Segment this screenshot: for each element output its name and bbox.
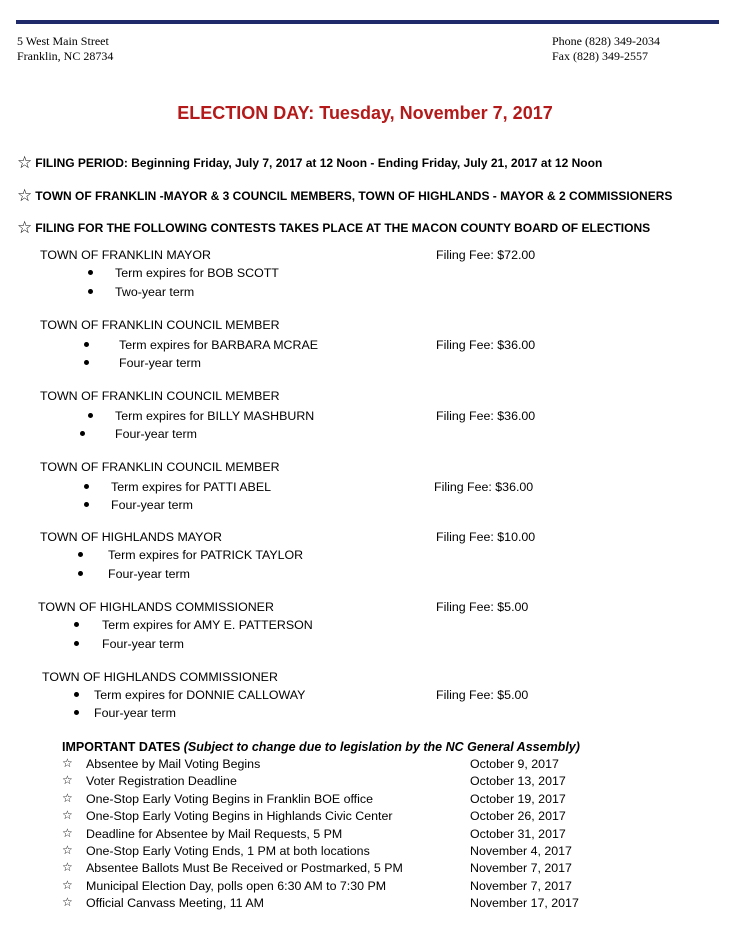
term-length: Four-year term (102, 637, 184, 651)
bullet-icon (74, 692, 79, 697)
contest-office: TOWN OF HIGHLANDS COMMISSIONER (42, 670, 278, 684)
term-length: Four-year term (108, 567, 190, 581)
star-line-text: TOWN OF FRANKLIN -MAYOR & 3 COUNCIL MEMBERS, TOWN OF HIGHLANDS - MAYOR & 2 COMMISSIONERS (35, 189, 673, 203)
star-icon: ☆ (17, 153, 33, 172)
date-row (62, 861, 622, 878)
important-dates-note: (Subject to change due to legislation by the NC General Assembly) (183, 740, 580, 754)
list-item (84, 356, 201, 370)
term-length: Two-year term (115, 285, 195, 299)
list-item (88, 409, 314, 423)
date-label: One-Stop Early Voting Ends, 1 PM at both locations (86, 843, 370, 858)
star-line-offices (17, 186, 672, 206)
date-value: November 4, 2017 (470, 843, 572, 858)
bullet-icon (84, 360, 89, 365)
filing-fee: Filing Fee: $10.00 (436, 530, 536, 544)
contest-office: TOWN OF FRANKLIN COUNCIL MEMBER (40, 389, 280, 403)
filing-fee: Filing Fee: $72.00 (436, 248, 536, 262)
list-item (78, 548, 303, 562)
bullet-icon (88, 289, 93, 294)
term-expires: Term expires for PATTI ABEL (111, 480, 271, 494)
important-dates-heading (62, 740, 580, 754)
fax-number: Fax (828) 349-2557 (552, 48, 648, 63)
street-address: 5 West Main Street (17, 34, 109, 48)
filing-fee: Filing Fee: $36.00 (436, 338, 536, 352)
date-value: October 31, 2017 (470, 826, 566, 841)
date-value: October 26, 2017 (470, 809, 566, 824)
bullet-icon (80, 431, 85, 436)
date-label: Absentee by Mail Voting Begins (86, 757, 261, 771)
bullet-icon (74, 710, 79, 715)
star-icon: ☆ (62, 877, 73, 892)
date-row (62, 809, 622, 826)
date-value: November 7, 2017 (470, 861, 572, 876)
bullet-icon (74, 641, 79, 646)
star-icon: ☆ (62, 842, 73, 857)
term-expires: Term expires for AMY E. PATTERSON (102, 618, 313, 632)
header-rule (16, 20, 719, 24)
term-expires: Term expires for PATRICK TAYLOR (108, 548, 304, 562)
date-label: Absentee Ballots Must Be Received or Postmarked, 5 PM (86, 861, 403, 876)
filing-fee: Filing Fee: $36.00 (434, 480, 534, 494)
date-label: One-Stop Early Voting Begins in Franklin BOE office (86, 791, 373, 806)
star-icon: ☆ (62, 790, 73, 805)
star-icon: ☆ (17, 186, 33, 205)
address-block (17, 34, 113, 63)
term-expires: Term expires for DONNIE CALLOWAY (94, 688, 306, 702)
date-value: November 17, 2017 (470, 896, 579, 911)
star-icon: ☆ (62, 825, 73, 840)
star-icon: ☆ (17, 218, 33, 237)
list-item (74, 618, 313, 632)
bullet-icon (84, 484, 89, 489)
date-value: October 13, 2017 (470, 774, 566, 789)
star-line-filing-period (17, 153, 602, 173)
date-row (62, 757, 622, 774)
bullet-icon (78, 571, 83, 576)
star-icon: ☆ (62, 773, 73, 788)
date-row (62, 792, 622, 809)
date-row (62, 774, 622, 791)
date-label: Deadline for Absentee by Mail Requests, 5 PM (86, 826, 343, 841)
star-line-text: FILING PERIOD: Beginning Friday, July 7, 2017 at 12 Noon - Ending Friday, July 21, 2017 at 12 Noon (35, 156, 603, 170)
bullet-icon (88, 413, 93, 418)
city-address: Franklin, NC 28734 (17, 48, 114, 63)
contest-office: TOWN OF HIGHLANDS MAYOR (40, 530, 222, 544)
page-title: ELECTION DAY: Tuesday, November 7, 2017 (177, 103, 553, 123)
list-item (80, 427, 197, 441)
term-expires: Term expires for BARBARA MCRAE (119, 338, 318, 352)
star-icon: ☆ (62, 895, 73, 910)
date-row (62, 896, 622, 913)
bullet-icon (74, 622, 79, 627)
important-dates-list (62, 757, 622, 914)
contest-office: TOWN OF FRANKLIN COUNCIL MEMBER (40, 460, 280, 474)
date-row (62, 827, 622, 844)
bullet-icon (84, 502, 89, 507)
filing-fee: Filing Fee: $5.00 (436, 688, 529, 702)
contest-office: TOWN OF HIGHLANDS COMMISSIONER (38, 600, 274, 614)
term-length: Four-year term (115, 427, 197, 441)
date-label: Official Canvass Meeting, 11 AM (86, 896, 264, 911)
phone-number: Phone (828) 349-2034 (552, 34, 660, 48)
term-expires: Term expires for BILLY MASHBURN (115, 409, 315, 423)
list-item (88, 266, 279, 280)
list-item (74, 637, 184, 651)
list-item (88, 285, 194, 299)
list-item (84, 498, 193, 512)
date-value: November 7, 2017 (470, 878, 572, 893)
star-icon: ☆ (62, 756, 73, 770)
date-label: Municipal Election Day, polls open 6:30 AM to 7:30 PM (86, 878, 387, 893)
list-item (74, 688, 305, 702)
star-line-filing-location (17, 218, 650, 238)
star-line-text: FILING FOR THE FOLLOWING CONTESTS TAKES PLACE AT THE MACON COUNTY BOARD OF ELECTIONS (35, 221, 651, 235)
important-dates-title: IMPORTANT DATES (62, 740, 181, 754)
term-expires: Term expires for BOB SCOTT (115, 266, 279, 280)
date-value: October 9, 2017 (470, 757, 559, 771)
date-row (62, 879, 622, 896)
filing-fee: Filing Fee: $36.00 (436, 409, 536, 423)
bullet-icon (84, 342, 89, 347)
date-value: October 19, 2017 (470, 791, 566, 806)
list-item (78, 567, 190, 581)
star-icon: ☆ (62, 860, 73, 875)
filing-fee: Filing Fee: $5.00 (436, 600, 529, 614)
term-length: Four-year term (119, 356, 201, 370)
bullet-icon (78, 552, 83, 557)
list-item (84, 480, 271, 494)
date-row (62, 844, 622, 861)
contest-office: TOWN OF FRANKLIN COUNCIL MEMBER (40, 318, 280, 332)
term-length: Four-year term (94, 706, 176, 720)
bullet-icon (88, 270, 93, 275)
date-label: Voter Registration Deadline (86, 774, 237, 789)
list-item (84, 338, 318, 352)
contact-block (552, 34, 660, 63)
term-length: Four-year term (111, 498, 193, 512)
star-icon: ☆ (62, 808, 73, 823)
contest-office: TOWN OF FRANKLIN MAYOR (40, 248, 211, 262)
date-label: One-Stop Early Voting Begins in Highlands Civic Center (86, 809, 393, 824)
list-item (74, 706, 176, 720)
